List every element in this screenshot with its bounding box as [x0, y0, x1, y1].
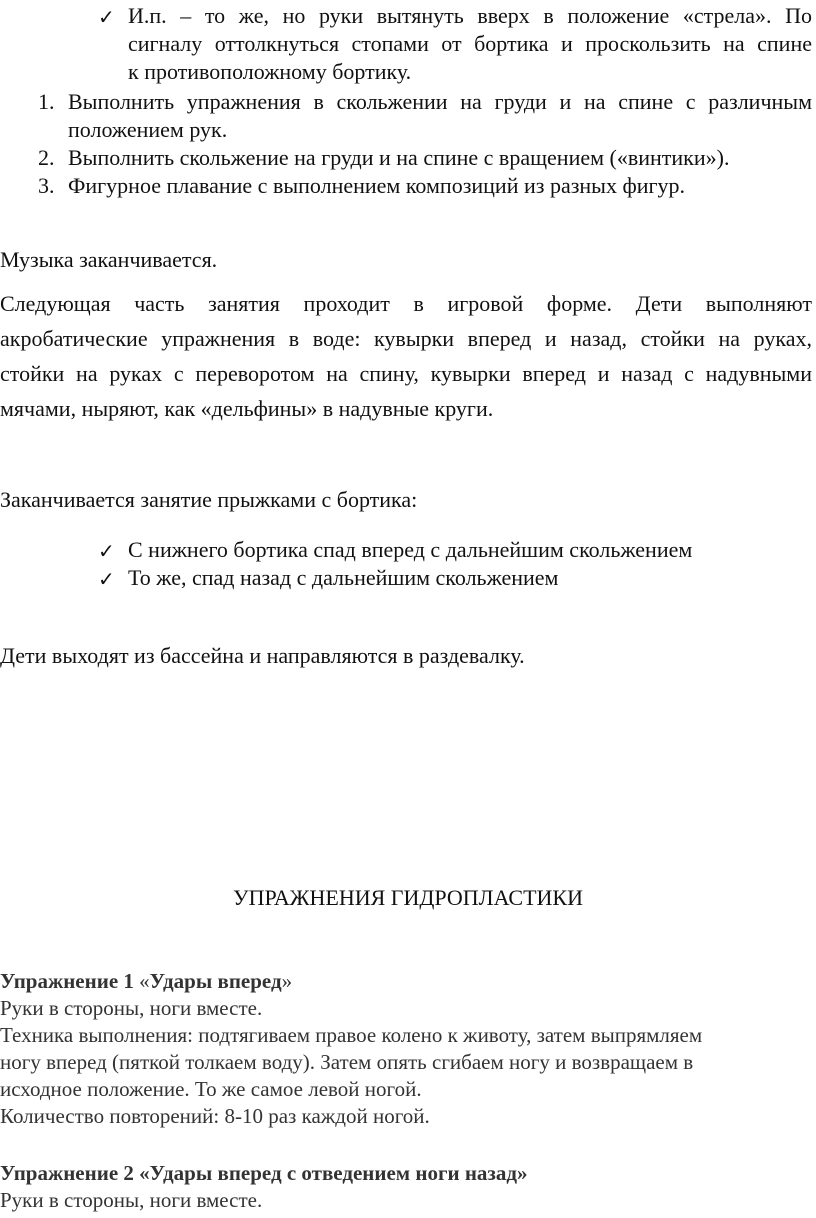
section-title: УПРАЖНЕНИЯ ГИДРОПЛАСТИКИ — [233, 885, 583, 910]
paragraph-line: Следующая часть занятия проходит в игровой форме. Дети выполняют — [0, 291, 812, 316]
exercise-2-title: Упражнение 2 «Удары вперед с отведением ноги назад» — [0, 1161, 528, 1185]
paragraph-ending-intro: Заканчивается занятие прыжками с бортика: — [0, 487, 418, 512]
numbered-item: положением рук. — [68, 117, 228, 142]
exercise-2-position: Руки в стороны, ноги вместе. — [0, 1188, 263, 1212]
numbered-item: Фигурное плавание с выполнением композиций из разных фигур. — [68, 173, 685, 198]
list-number: 3. — [38, 173, 55, 198]
exercise-1-title — [0, 968, 292, 995]
exercise-name: Удары вперед — [149, 969, 282, 993]
checklist-line: сигналу оттолкнуться стопами от бортика и проскользить на спине — [128, 31, 812, 56]
checkmark-icon: ✓ — [98, 567, 115, 591]
exercise-label: Упражнение 1 — [0, 969, 134, 993]
quote-close: » — [281, 969, 293, 993]
quote-open: « — [139, 969, 150, 993]
exercise-1-position: Руки в стороны, ноги вместе. — [0, 996, 263, 1020]
exercise-1-technique: ногу вперед (пяткой толкаем воду). Затем опять сгибаем ногу и возвращаем в — [0, 1050, 694, 1074]
exercise-1-reps: Количество повторений: 8-10 раз каждой ногой. — [0, 1104, 430, 1128]
checklist-item: То же, спад назад с дальнейшим скольжением — [128, 565, 559, 590]
exercise-1-technique: исходное положение. То же самое левой ногой. — [0, 1077, 422, 1101]
paragraph-line: акробатические упражнения в воде: кувырки вперед и назад, стойки на руках, — [0, 326, 812, 351]
checklist-item: С нижнего бортика спад вперед с дальнейшим скольжением — [128, 537, 693, 562]
checkmark-icon: ✓ — [98, 539, 115, 563]
list-number: 2. — [38, 145, 55, 170]
checklist-line: И.п. – то же, но руки вытянуть вверх в положение «стрела». По — [128, 3, 812, 28]
paragraph-line: мячами, ныряют, как «дельфины» в надувные круги. — [0, 396, 494, 421]
exercise-1-technique: Техника выполнения: подтягиваем правое колено к животу, затем выпрямляем — [0, 1023, 703, 1047]
numbered-item: Выполнить скольжение на груди и на спине с вращением («винтики»). — [68, 145, 730, 170]
checkmark-icon: ✓ — [98, 5, 115, 29]
checklist-line: к противоположному бортику. — [128, 59, 412, 84]
paragraph-line: стойки на руках с переворотом на спину, кувырки вперед и назад с надувными — [0, 361, 812, 386]
paragraph-children-leave: Дети выходят из бассейна и направляются в раздевалку. — [0, 643, 525, 668]
list-number: 1. — [38, 89, 55, 114]
paragraph-music-ends: Музыка заканчивается. — [0, 247, 218, 272]
numbered-item: Выполнить упражнения в скольжении на груди и на спине с различным — [68, 89, 812, 114]
